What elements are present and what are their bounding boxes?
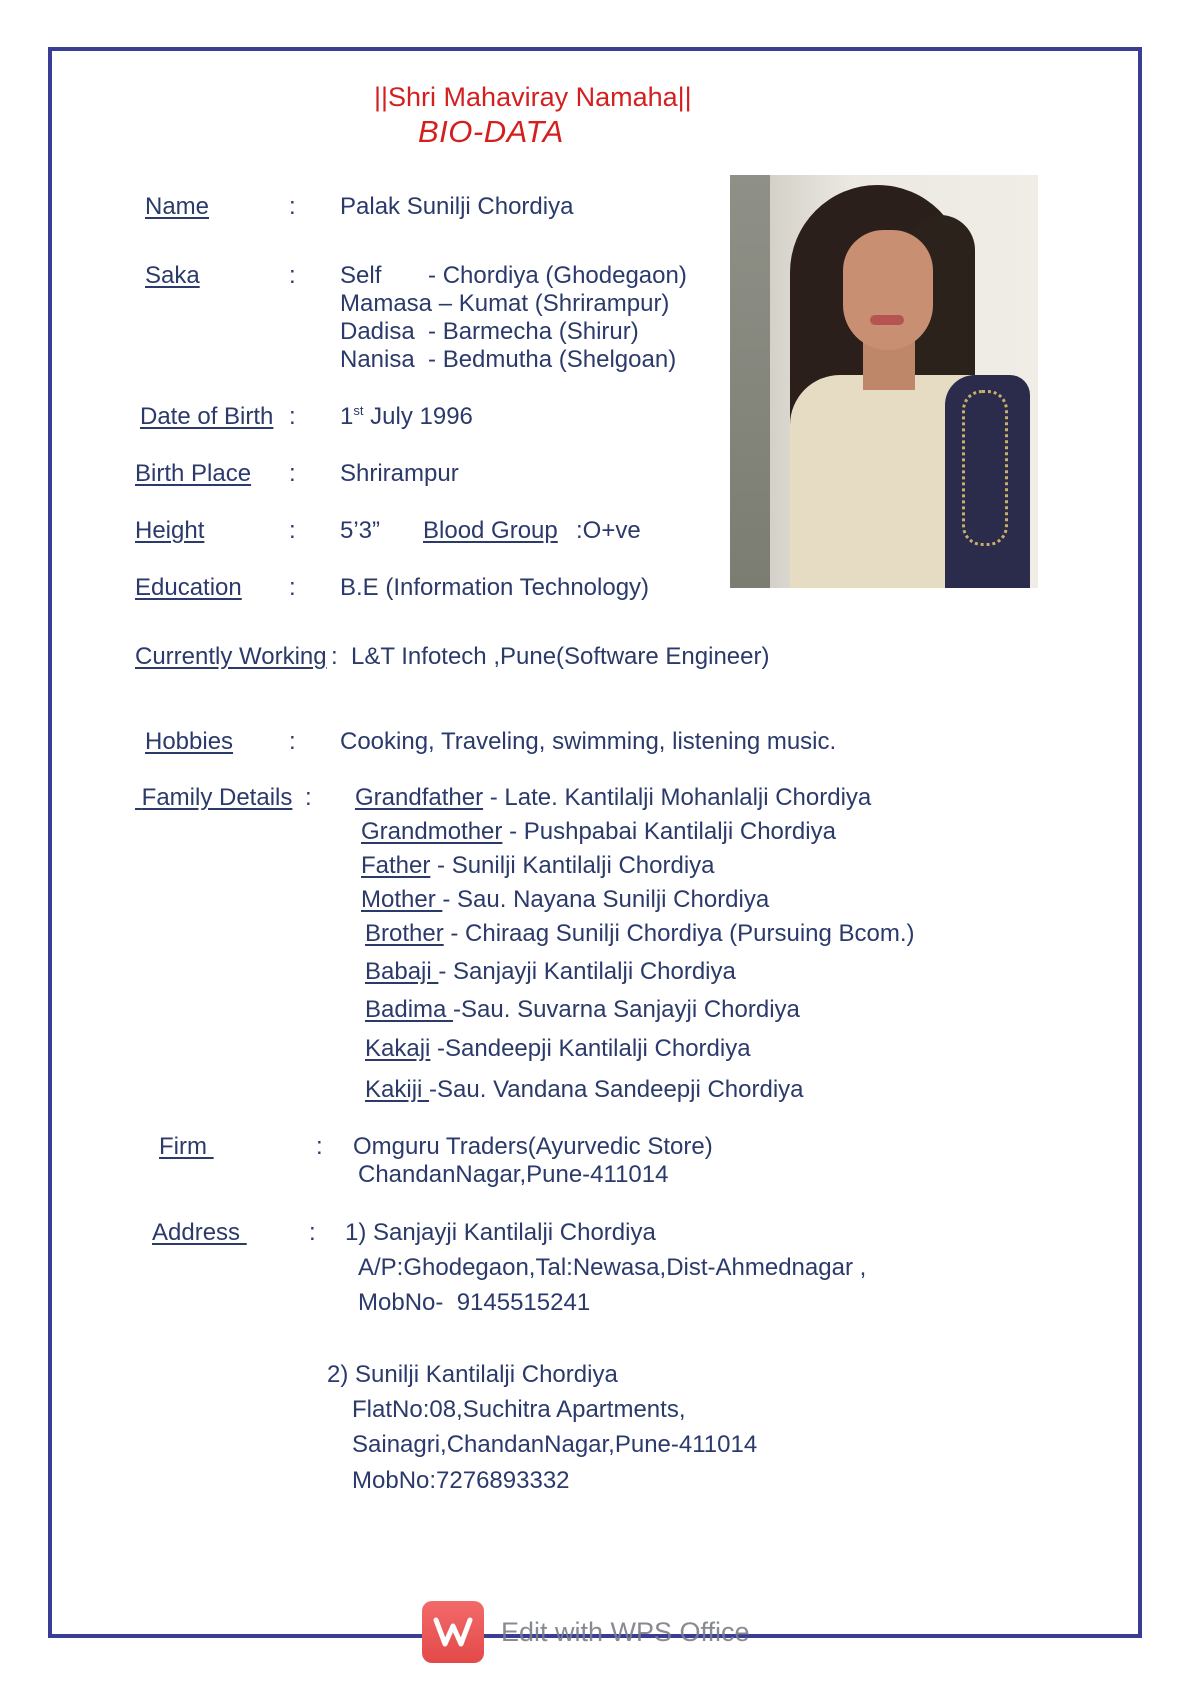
family-details-label	[135, 784, 292, 812]
member-name: - Chiraag Sunilji Chordiya (Pursuing Bcom.)	[443, 920, 915, 947]
saka-label: Saka	[145, 262, 200, 289]
family-member	[355, 784, 871, 812]
name-label: Name	[145, 193, 210, 220]
family-member	[365, 1035, 751, 1063]
profile-photo	[730, 175, 1038, 588]
birth-place-value: Shrirampur	[340, 460, 459, 487]
address-line: 1) Sanjayji Kantilalji Chordiya	[345, 1219, 656, 1246]
address-line: 2) Sunilji Kantilalji Chordiya	[327, 1361, 618, 1388]
saka-line: Dadisa - Barmecha (Shirur)	[340, 318, 639, 345]
education-colon: :	[289, 574, 296, 601]
birth-place-colon: :	[289, 460, 296, 487]
invocation-text: ||Shri Mahaviray Namaha||	[374, 82, 692, 112]
name-colon: :	[289, 193, 296, 220]
family-member	[361, 886, 769, 914]
height-label: Height	[135, 517, 205, 544]
education-value: B.E (Information Technology)	[340, 574, 650, 601]
member-name: - Sau. Nayana Sunilji Chordiya	[442, 886, 770, 913]
family-colon: :	[305, 784, 312, 811]
education-label: Education	[135, 574, 242, 601]
saka-line: Self - Chordiya (Ghodegaon)	[340, 262, 687, 289]
relation: Badima	[365, 996, 454, 1023]
relation: Babaji	[365, 958, 439, 985]
family-member	[365, 958, 736, 986]
page-title: BIO-DATA	[418, 114, 564, 149]
address-line: MobNo:7276893332	[352, 1467, 570, 1494]
member-name: - Sunilji Kantilalji Chordiya	[430, 852, 715, 879]
dob-value	[340, 403, 473, 431]
dob-day: 1	[340, 403, 354, 430]
family-member	[365, 996, 800, 1024]
member-name: - Sanjayji Kantilalji Chordiya	[438, 958, 736, 985]
relation: Grandfather	[355, 784, 484, 811]
relation: Mother	[361, 886, 443, 913]
working-label: Currently Working	[135, 643, 327, 670]
relation: Brother	[365, 920, 444, 947]
birth-place-label: Birth Place	[135, 460, 252, 487]
family-member	[361, 852, 715, 880]
firm-label: Firm	[159, 1133, 214, 1160]
address-label: Address	[152, 1219, 247, 1246]
firm-colon: :	[316, 1133, 323, 1160]
firm-line: ChandanNagar,Pune-411014	[358, 1161, 669, 1188]
wps-logo-icon[interactable]	[422, 1601, 484, 1663]
blood-group-label: Blood Group	[423, 517, 558, 544]
member-name: -Sau. Suvarna Sanjayji Chordiya	[453, 996, 800, 1023]
dob-suffix: st	[353, 403, 364, 418]
family-member	[365, 1076, 804, 1104]
relation: Kakaji	[365, 1035, 431, 1062]
member-name: -Sau. Vandana Sandeepji Chordiya	[429, 1076, 804, 1103]
saka-colon: :	[289, 262, 296, 289]
dob-rest: July 1996	[363, 403, 473, 430]
w-glyph-icon	[433, 1616, 473, 1648]
member-name: - Pushpabai Kantilalji Chordiya	[502, 818, 836, 845]
blood-group-value: :O+ve	[576, 517, 641, 544]
family-member	[361, 818, 836, 846]
dob-colon: :	[289, 403, 296, 430]
height-value: 5’3”	[340, 517, 381, 544]
relation: Kakiji	[365, 1076, 430, 1103]
member-name: -Sandeepji Kantilalji Chordiya	[430, 1035, 751, 1062]
address-line: FlatNo:08,Suchitra Apartments,	[352, 1396, 686, 1423]
hobbies-label: Hobbies	[145, 728, 234, 755]
address-colon: :	[309, 1219, 316, 1246]
firm-line: Omguru Traders(Ayurvedic Store)	[353, 1133, 713, 1160]
name-value: Palak Sunilji Chordiya	[340, 193, 574, 220]
hobbies-value: Cooking, Traveling, swimming, listening music.	[340, 728, 837, 755]
address-line: MobNo- 9145515241	[358, 1289, 591, 1316]
relation: Grandmother	[361, 818, 503, 845]
address-line: Sainagri,ChandanNagar,Pune-411014	[352, 1431, 758, 1458]
working-value: : L&T Infotech ,Pune(Software Engineer)	[331, 643, 770, 670]
height-colon: :	[289, 517, 296, 544]
member-name: - Late. Kantilalji Mohanlalji Chordiya	[483, 784, 872, 811]
saka-line: Nanisa - Bedmutha (Shelgoan)	[340, 346, 677, 373]
family-member	[365, 920, 915, 948]
dob-label: Date of Birth	[140, 403, 274, 430]
hobbies-colon: :	[289, 728, 296, 755]
edit-with-wps-link[interactable]: Edit with WPS Office	[501, 1617, 750, 1647]
relation: Father	[361, 852, 431, 879]
address-line: A/P:Ghodegaon,Tal:Newasa,Dist-Ahmednagar ,	[358, 1254, 867, 1281]
saka-line: Mamasa – Kumat (Shrirampur)	[340, 290, 670, 317]
family-details-label-text: Family Details	[141, 784, 293, 811]
